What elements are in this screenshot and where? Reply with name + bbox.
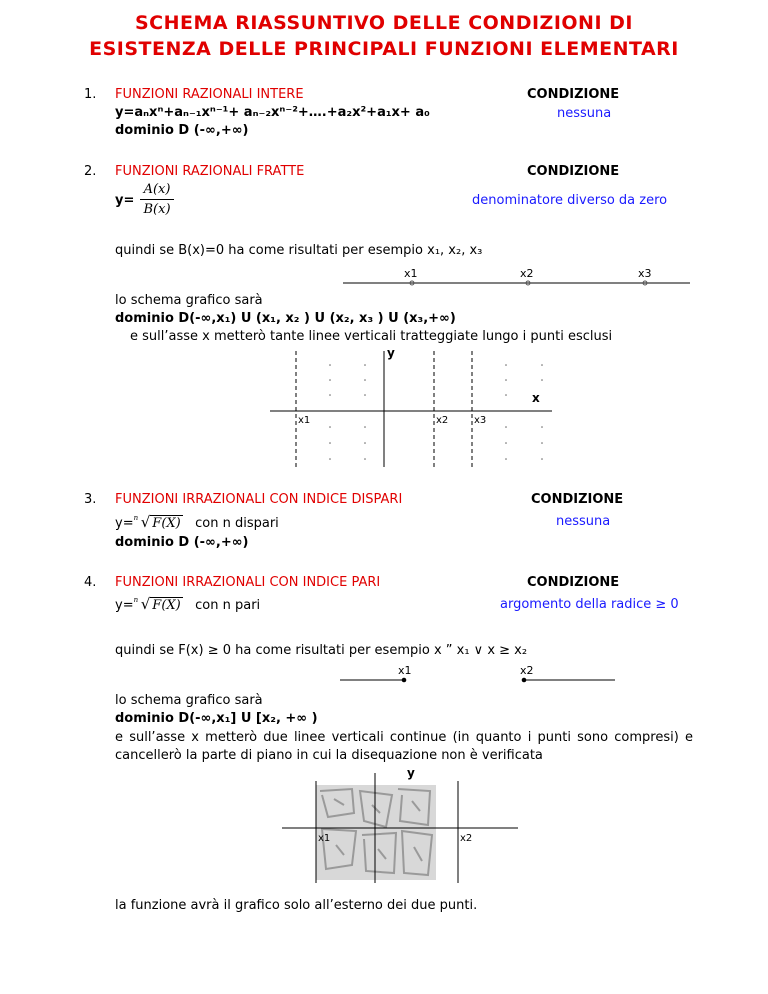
- radical-icon: √: [140, 513, 151, 531]
- section1-formula: y=aₙxⁿ+aₙ₋₁xⁿ⁻¹+ aₙ₋₂xⁿ⁻²+….+a₂x²+a₁x+ a₀: [115, 105, 430, 120]
- section2-condition-label: CONDIZIONE: [527, 164, 620, 179]
- section3-heading: FUNZIONI IRRAZIONALI CON INDICE DISPARI: [115, 492, 403, 507]
- fraction-numerator: A(x): [143, 182, 171, 197]
- fraction-denominator: B(x): [143, 202, 171, 217]
- diagram1-x1-label: x1: [298, 415, 311, 426]
- section2-domain: dominio D(-∞,x₁) U (x₁, x₂ ) U (x₂, x₃ ) U (x₃,+∞): [115, 311, 456, 326]
- section4-heading: FUNZIONI IRRAZIONALI CON INDICE PARI: [115, 575, 381, 590]
- excluded-dots: [329, 364, 543, 460]
- section2-number: 2.: [84, 164, 97, 179]
- section4-text3: e sull’asse x metterò due linee verticali continue (in quanto i punti sono compresi) e cancellerò la parte di piano in cui la disequazione non è verificata: [115, 730, 693, 763]
- section4-formula: [115, 595, 260, 613]
- diagram-dashed-verticals: [262, 347, 562, 473]
- page-title-line1: SCHEMA RIASSUNTIVO DELLE CONDIZIONI DI: [135, 12, 633, 34]
- section2-formula-prefix: y=: [115, 193, 135, 208]
- section4-text4: la funzione avrà il grafico solo all’esterno dei due punti.: [115, 898, 478, 913]
- section3-radicand: F(X): [152, 516, 181, 531]
- diagram2-y-axis-label: y: [407, 766, 415, 780]
- y-axis-label: y: [387, 347, 395, 360]
- diagram2-x1-label: x1: [318, 833, 331, 844]
- section1-condition: nessuna: [557, 106, 612, 121]
- section4-formula-suffix: con n pari: [195, 598, 261, 613]
- section3-number: 3.: [84, 492, 97, 507]
- section3-condition-label: CONDIZIONE: [531, 492, 624, 507]
- line2-x2-label: x2: [520, 664, 534, 677]
- section1-heading: FUNZIONI RAZIONALI INTERE: [115, 87, 304, 102]
- section2-text3: e sull’asse x metterò tante linee verticali tratteggiate lungo i punti esclusi: [130, 329, 613, 344]
- diagram1-x3-label: x3: [474, 415, 487, 426]
- diagram2-x2-label: x2: [460, 833, 473, 844]
- section1-condition-label: CONDIZIONE: [527, 87, 620, 102]
- section4-number: 4.: [84, 575, 97, 590]
- radical-icon: √: [140, 595, 151, 613]
- page-title-line2: ESISTENZA DELLE PRINCIPALI FUNZIONI ELEMENTARI: [89, 38, 679, 60]
- point-x1-filled: [402, 678, 407, 683]
- section4-radicand: F(X): [152, 598, 181, 613]
- section3-condition: nessuna: [556, 514, 611, 529]
- section1-domain: dominio D (-∞,+∞): [115, 123, 249, 138]
- section1-number: 1.: [84, 87, 97, 102]
- number-line-two-points: [340, 664, 630, 686]
- section3-formula: [115, 513, 279, 531]
- fraction-bar: [140, 199, 174, 200]
- section4-domain: dominio D(-∞,x₁] U [x₂, +∞ ): [115, 711, 318, 726]
- point-x2-label: x2: [520, 267, 534, 280]
- number-line-three-points: [340, 267, 700, 289]
- section2-condition: denominatore diverso da zero: [472, 193, 668, 208]
- section4-formula-prefix: y=: [115, 598, 134, 613]
- section4-condition-label: CONDIZIONE: [527, 575, 620, 590]
- diagram-continuous-verticals: [282, 765, 522, 885]
- section3-formula-suffix: con n dispari: [195, 516, 279, 531]
- section3-formula-prefix: y=: [115, 516, 134, 531]
- point-x2-filled: [522, 678, 527, 683]
- section2-text1: quindi se B(x)=0 ha come risultati per esempio x₁, x₂, x₃: [115, 243, 483, 258]
- line2-x1-label: x1: [398, 664, 412, 677]
- section2-heading: FUNZIONI RAZIONALI FRATTE: [115, 164, 305, 179]
- section3-domain: dominio D (-∞,+∞): [115, 535, 249, 550]
- section4-condition: argomento della radice ≥ 0: [500, 597, 679, 612]
- point-x1-label: x1: [404, 267, 418, 280]
- section4-text2: lo schema grafico sarà: [115, 693, 263, 708]
- x-axis-label: x: [532, 391, 540, 405]
- diagram1-x2-label: x2: [436, 415, 449, 426]
- section3-root-index: n: [133, 514, 139, 522]
- section2-text2: lo schema grafico sarà: [115, 293, 263, 308]
- point-x3-label: x3: [638, 267, 652, 280]
- section4-text1: quindi se F(x) ≥ 0 ha come risultati per esempio x ” x₁ ∨ x ≥ x₂: [115, 643, 528, 658]
- section4-root-index: n: [133, 596, 139, 604]
